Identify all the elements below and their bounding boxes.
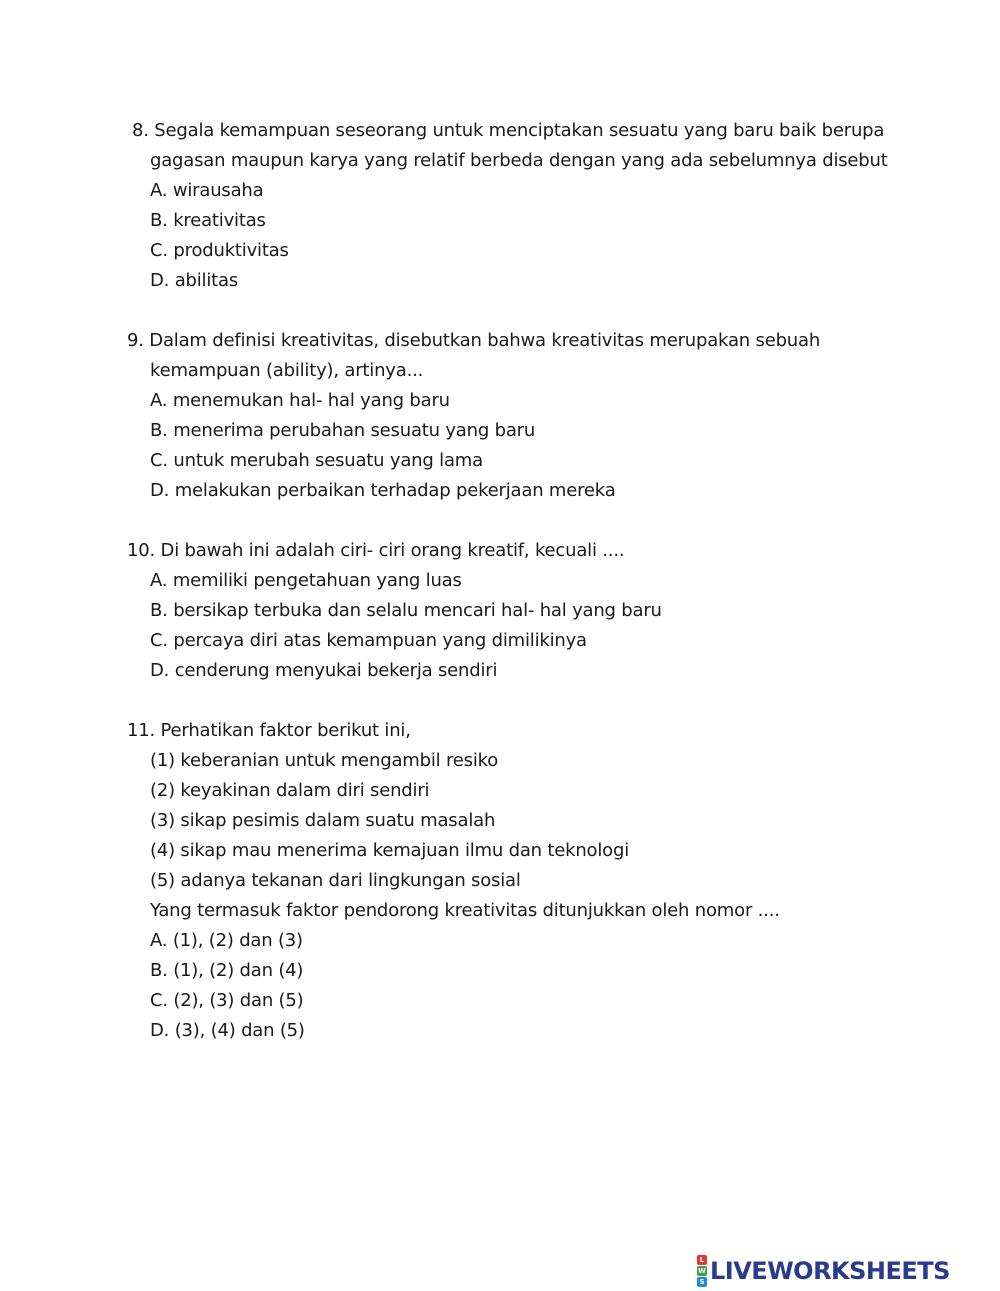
question-11-option-d: D. (3), (4) dan (5) (150, 1020, 305, 1041)
question-10-text-line-1: 10. Di bawah ini adalah ciri- ciri orang kreatif, kecuali .... (127, 540, 625, 561)
question-11-factor-2: (2) keyakinan dalam diri sendiri (150, 780, 430, 801)
question-8-text-line-2: gagasan maupun karya yang relatif berbeda dengan yang ada sebelumnya disebut (150, 150, 888, 171)
question-9-option-d: D. melakukan perbaikan terhadap pekerjaan mereka (150, 480, 616, 501)
question-11-option-c: C. (2), (3) dan (5) (150, 990, 304, 1011)
liveworksheets-logo (697, 1254, 950, 1288)
question-9-option-c: C. untuk merubah sesuatu yang lama (150, 450, 483, 471)
logo-cube-red: L (697, 1255, 707, 1265)
question-11-factor-5: (5) adanya tekanan dari lingkungan sosial (150, 870, 521, 891)
question-8-text-line-1: 8. Segala kemampuan seseorang untuk menciptakan sesuatu yang baru baik berupa (132, 120, 885, 141)
question-11-factor-3: (3) sikap pesimis dalam suatu masalah (150, 810, 496, 831)
logo-cube-green: W (698, 1267, 706, 1275)
question-10-option-d: D. cenderung menyukai bekerja sendiri (150, 660, 498, 681)
logo-text: LIVEWORKSHEETS (710, 1257, 950, 1285)
question-10-option-c: C. percaya diri atas kemampuan yang dimilikinya (150, 630, 587, 651)
question-10-option-a: A. memiliki pengetahuan yang luas (150, 570, 462, 591)
logo-cubes-icon (697, 1255, 707, 1287)
question-8-option-d: D. abilitas (150, 270, 239, 291)
logo-cube-blue: S (697, 1277, 707, 1287)
question-8-option-a: A. wirausaha (150, 180, 264, 201)
question-10-option-b: B. bersikap terbuka dan selalu mencari hal- hal yang baru (150, 600, 662, 621)
question-8-option-c: C. produktivitas (150, 240, 289, 261)
question-11-factor-4: (4) sikap mau menerima kemajuan ilmu dan teknologi (150, 840, 630, 861)
question-11-prompt: Yang termasuk faktor pendorong kreativitas ditunjukkan oleh nomor .... (150, 900, 780, 921)
question-11-factor-1: (1) keberanian untuk mengambil resiko (150, 750, 499, 771)
question-9-text-line-1: 9. Dalam definisi kreativitas, disebutkan bahwa kreativitas merupakan sebuah (127, 330, 821, 351)
question-11-option-a: A. (1), (2) dan (3) (150, 930, 303, 951)
question-9-text-line-2: kemampuan (ability), artinya... (150, 360, 424, 381)
question-11-text-line-1: 11. Perhatikan faktor berikut ini, (127, 720, 411, 741)
question-9-option-b: B. menerima perubahan sesuatu yang baru (150, 420, 536, 441)
question-9-option-a: A. menemukan hal- hal yang baru (150, 390, 450, 411)
question-11-option-b: B. (1), (2) dan (4) (150, 960, 304, 981)
question-8-option-b: B. kreativitas (150, 210, 266, 231)
